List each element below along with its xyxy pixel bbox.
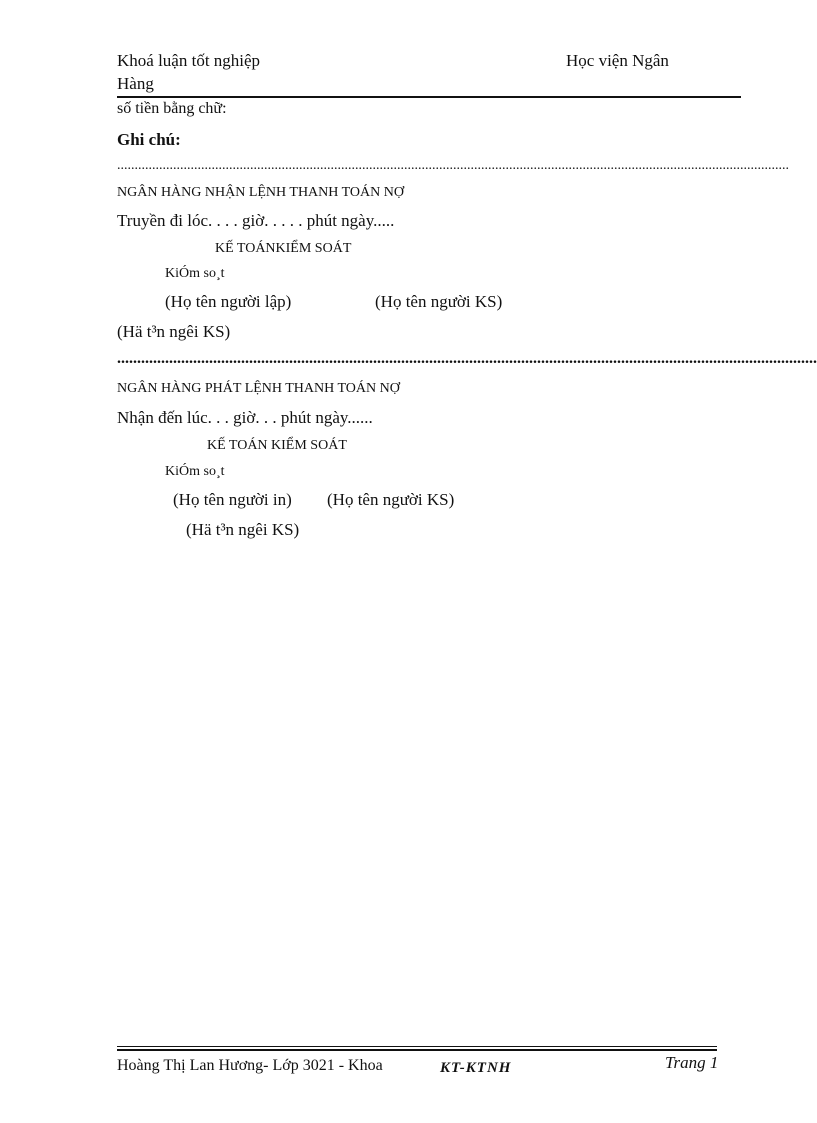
amount-in-words-label: số tiền bằng chữ: [117, 100, 227, 117]
signer-left-2: (Họ tên người in) [173, 490, 292, 509]
roles-1: KẾ TOÁNKIỂM SOÁT [215, 241, 352, 256]
header-left: Khoá luận tốt nghiệp [117, 51, 261, 70]
garbled-names-2: (Hä t³n ngêi KS) [186, 520, 300, 539]
garbled-names-1: (Hä t³n ngêi KS) [117, 322, 231, 341]
footer-dept: KT-KTNH [440, 1060, 512, 1076]
received-time: Nhận đến lúc. . . giờ. . . phút ngày...... [117, 408, 373, 427]
signer-right-2: (Họ tên người KS) [327, 490, 455, 509]
dotted-line-2: ............................................................................................................................................................................... [117, 350, 817, 367]
header-wrap: Hàng [117, 74, 154, 93]
header-rule [117, 96, 741, 98]
receiving-bank-heading: NGÂN HÀNG NHẬN LỆNH THANH TOÁN NỢ [117, 185, 404, 200]
footer-rule-bottom [117, 1049, 717, 1051]
footer-page-number: Trang 1 [665, 1053, 719, 1072]
sent-time: Truyền đi lóc. . . . giờ. . . . . phút ngày..... [117, 211, 395, 230]
header-right: Học viện Ngân [566, 51, 669, 70]
issuing-bank-heading: NGÂN HÀNG PHÁT LỆNH THANH TOÁN NỢ [117, 381, 400, 396]
garbled-text-1: KiÓm so¸t [165, 266, 225, 281]
garbled-text-2: KiÓm so¸t [165, 464, 225, 479]
footer-rule-top [117, 1046, 717, 1047]
footer-author: Hoàng Thị Lan Hương- Lớp 3021 - Khoa [117, 1057, 383, 1074]
dotted-line-1: ................................................................................................................................................................................................ [117, 158, 789, 173]
roles-2: KẾ TOÁN KIỂM SOÁT [207, 438, 347, 453]
signer-right-1: (Họ tên người KS) [375, 292, 503, 311]
signer-left-1: (Họ tên người lập) [165, 292, 292, 311]
note-label: Ghi chú: [117, 130, 181, 149]
